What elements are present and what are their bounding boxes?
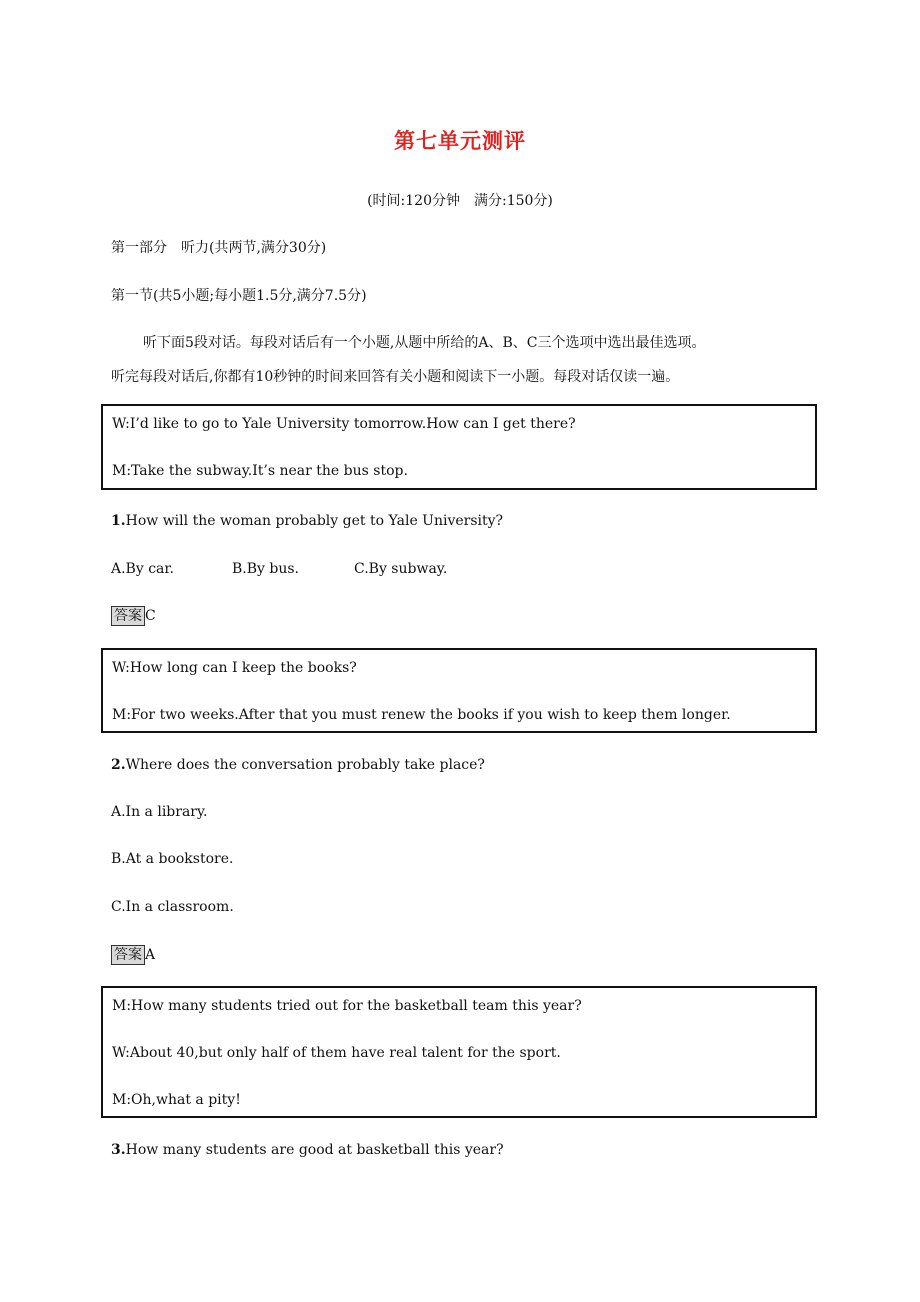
section-heading: 第一节(共5小题;每小题1.5分,满分7.5分) bbox=[111, 288, 367, 304]
option-a: A.By car. bbox=[111, 561, 174, 577]
option-c: C.In a classroom. bbox=[111, 899, 234, 915]
instructions-line-2: 听完每段对话后,你都有10秒钟的时间来回答有关小题和阅读下一小题。每段对话仅读一遍。 bbox=[111, 369, 680, 385]
dialogue-line: M:Oh,what a pity! bbox=[112, 1092, 241, 1108]
answer-badge: 答案 bbox=[111, 606, 145, 626]
option-b: B.At a bookstore. bbox=[111, 851, 234, 867]
dialogue-line: W:I’d like to go to Yale University tomorrow.How can I get there? bbox=[112, 416, 576, 432]
answer-1 bbox=[111, 606, 156, 626]
dialogue-box-2 bbox=[101, 648, 817, 733]
option-b: B.By bus. bbox=[232, 561, 299, 577]
answer-badge: 答案 bbox=[111, 945, 145, 965]
answer-value: C bbox=[145, 608, 156, 624]
dialogue-line: M:For two weeks.After that you must renew the books if you wish to keep them longer. bbox=[112, 707, 731, 723]
question-2 bbox=[111, 757, 485, 773]
question-number: 3. bbox=[111, 1142, 126, 1158]
question-text: How will the woman probably get to Yale University? bbox=[125, 513, 504, 529]
question-1 bbox=[111, 513, 503, 529]
question-text: How many students are good at basketball this year? bbox=[125, 1142, 504, 1158]
page-title: 第七单元测评 bbox=[394, 128, 526, 153]
question-number: 2. bbox=[111, 757, 126, 773]
dialogue-line: W:How long can I keep the books? bbox=[112, 660, 357, 676]
answer-value: A bbox=[145, 947, 156, 963]
question-3 bbox=[111, 1142, 504, 1158]
option-a: A.In a library. bbox=[111, 804, 208, 820]
dialogue-box-3 bbox=[101, 986, 817, 1118]
instructions-line-1: 听下面5段对话。每段对话后有一个小题,从题中所给的A、B、C三个选项中选出最佳选项。 bbox=[143, 335, 706, 351]
dialogue-line: W:About 40,but only half of them have real talent for the sport. bbox=[112, 1045, 561, 1061]
dialogue-line: M:Take the subway.It’s near the bus stop. bbox=[112, 463, 408, 479]
answer-2 bbox=[111, 945, 155, 965]
question-number: 1. bbox=[111, 513, 126, 529]
part-heading: 第一部分 听力(共两节,满分30分) bbox=[111, 240, 327, 256]
dialogue-box-1 bbox=[101, 404, 817, 490]
option-c: C.By subway. bbox=[354, 561, 448, 577]
time-info: (时间:120分钟 满分:150分) bbox=[367, 193, 553, 209]
question-text: Where does the conversation probably take place? bbox=[125, 757, 485, 773]
dialogue-line: M:How many students tried out for the basketball team this year? bbox=[112, 998, 582, 1014]
